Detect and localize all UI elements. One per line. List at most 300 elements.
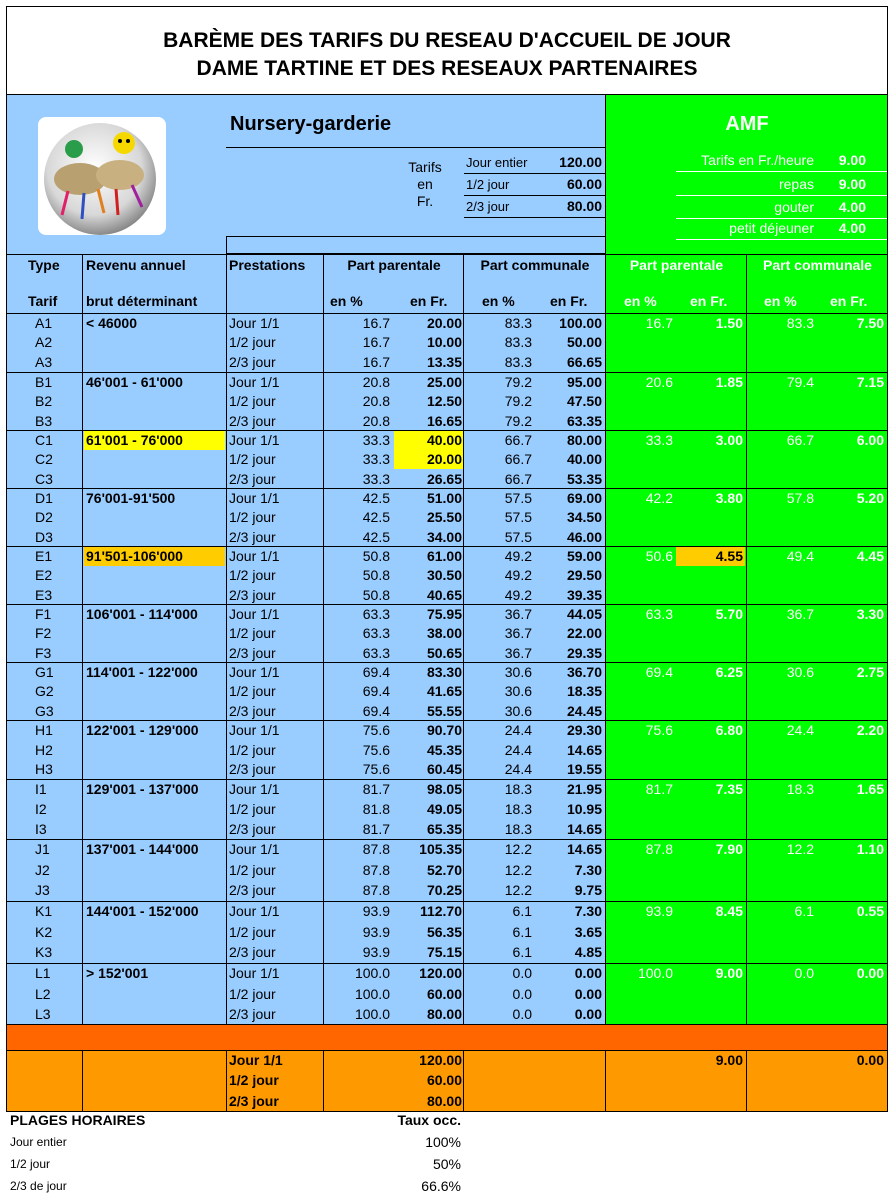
tarif-type: H3 <box>35 761 53 777</box>
amf-rate-label: petit déjeuner <box>729 220 814 236</box>
amf-rate-label: gouter <box>774 199 814 215</box>
communale-pct: 12.2 <box>504 882 532 898</box>
tarif-type: I3 <box>35 821 47 837</box>
summary-amf-parentale: 9.00 <box>715 1052 743 1068</box>
parentale-pct: 20.8 <box>362 374 390 390</box>
communale-fr: 34.50 <box>566 509 602 525</box>
amf-rate-label: repas <box>778 176 814 192</box>
tarif-type: J1 <box>35 841 50 857</box>
amf-communale-fr: 1.65 <box>856 781 884 797</box>
tarif-type: F3 <box>35 645 52 661</box>
group-divider <box>6 430 888 431</box>
income-bracket: 144'001 - 152'000 <box>86 903 199 919</box>
communale-pct: 6.1 <box>512 903 532 919</box>
parentale-pct: 81.8 <box>362 801 390 817</box>
parentale-fr: 16.65 <box>426 413 462 429</box>
summary-label: 2/3 jour <box>229 1093 279 1109</box>
tarif-type: L3 <box>35 1006 51 1022</box>
header-part-communale: Part communale <box>480 257 590 273</box>
group-divider <box>6 779 888 780</box>
page-title-line-2: DAME TARTINE ET DES RESEAUX PARTENAIRES <box>196 57 698 80</box>
communale-pct: 36.7 <box>504 606 532 622</box>
communale-fr: 50.00 <box>566 334 602 350</box>
communale-pct: 18.3 <box>504 801 532 817</box>
parentale-fr: 25.50 <box>426 509 462 525</box>
header-amf-part-communale: Part communale <box>763 257 872 273</box>
prestation: Jour 1/1 <box>229 841 280 857</box>
communale-pct: 66.7 <box>504 432 532 448</box>
amf-parentale-fr: 7.90 <box>715 841 743 857</box>
parentale-fr: 83.30 <box>426 664 462 680</box>
summary-label: Jour 1/1 <box>229 1052 283 1068</box>
prestation: Jour 1/1 <box>229 432 280 448</box>
communale-pct: 12.2 <box>504 841 532 857</box>
communale-pct: 36.7 <box>504 645 532 661</box>
header-top-line <box>6 254 888 255</box>
parentale-pct: 87.8 <box>362 841 390 857</box>
parentale-pct: 81.7 <box>362 781 390 797</box>
communale-fr: 18.35 <box>566 683 602 699</box>
prestation: 2/3 jour <box>229 761 276 777</box>
tarif-type: G2 <box>35 683 54 699</box>
amf-rate-value: 4.00 <box>838 220 866 236</box>
income-bracket: 129'001 - 137'000 <box>86 781 199 797</box>
amf-communale-pct: 36.7 <box>786 606 814 622</box>
communale-fr: 21.95 <box>566 781 602 797</box>
communale-fr: 29.35 <box>566 645 602 661</box>
header-amf-pp-pct: en % <box>624 293 657 309</box>
prestation: 1/2 jour <box>229 451 276 467</box>
communale-pct: 66.7 <box>504 451 532 467</box>
parentale-pct: 63.3 <box>362 606 390 622</box>
amf-communale-pct: 83.3 <box>786 315 814 331</box>
header-pc-fr: en Fr. <box>550 293 588 309</box>
separator-band <box>6 1024 888 1050</box>
parentale-fr: 25.00 <box>426 374 462 390</box>
prestation: 2/3 jour <box>229 645 276 661</box>
communale-fr: 29.30 <box>566 722 602 738</box>
tarif-type: F2 <box>35 625 52 641</box>
plage-label: 2/3 de jour <box>10 1179 67 1193</box>
parentale-fr: 34.00 <box>426 529 462 545</box>
summary-value: 60.00 <box>426 1072 462 1088</box>
income-bracket: > 152'001 <box>86 965 149 981</box>
tarif-type: C3 <box>35 471 53 487</box>
parentale-pct: 87.8 <box>362 882 390 898</box>
tarif-type: B2 <box>35 393 53 409</box>
prestation: Jour 1/1 <box>229 374 280 390</box>
amf-communale-fr: 0.55 <box>856 903 884 919</box>
parentale-fr: 65.35 <box>426 821 462 837</box>
communale-fr: 69.00 <box>566 490 602 506</box>
amf-rate-value: 9.00 <box>838 152 866 168</box>
parentale-pct: 69.4 <box>362 664 390 680</box>
parentale-pct: 50.8 <box>362 567 390 583</box>
right-border <box>887 6 888 1112</box>
amf-communale-pct: 49.4 <box>786 548 814 564</box>
parentale-pct: 100.0 <box>354 986 390 1002</box>
amf-communale-fr: 4.45 <box>856 548 884 564</box>
tarif-type: D1 <box>35 490 53 506</box>
parentale-pct: 33.3 <box>362 471 390 487</box>
communale-pct: 57.5 <box>504 490 532 506</box>
header-amf-pc-fr: en Fr. <box>830 293 868 309</box>
prestation: Jour 1/1 <box>229 965 280 981</box>
parentale-pct: 42.5 <box>362 529 390 545</box>
amf-parentale-pct: 69.4 <box>645 664 673 680</box>
income-bracket: 76'001-91'500 <box>86 490 176 506</box>
parentale-pct: 50.8 <box>362 587 390 603</box>
summary-top-line <box>6 1050 888 1051</box>
amf-parentale-fr: 8.45 <box>715 903 743 919</box>
communale-fr: 10.95 <box>566 801 602 817</box>
prestation: Jour 1/1 <box>229 548 280 564</box>
parentale-pct: 75.6 <box>362 742 390 758</box>
communale-pct: 83.3 <box>504 334 532 350</box>
group-divider <box>6 662 888 663</box>
amf-summary-column-divider <box>746 1050 747 1112</box>
nursery-amf-divider <box>605 95 606 1025</box>
amf-rate-underline <box>676 171 888 172</box>
amf-parentale-pct: 63.3 <box>645 606 673 622</box>
communale-pct: 12.2 <box>504 862 532 878</box>
left-border <box>6 6 7 1112</box>
header-amf-pc-pct: en % <box>764 293 797 309</box>
logo-illustration-icon <box>38 117 166 235</box>
header-pc-pct: en % <box>482 293 515 309</box>
prestation: 2/3 jour <box>229 354 276 370</box>
group-divider <box>6 901 888 902</box>
plages-taux-label: Taux occ. <box>397 1112 461 1128</box>
prestation: 2/3 jour <box>229 471 276 487</box>
prestation: 1/2 jour <box>229 924 276 940</box>
nursery-rate-underline <box>464 173 606 174</box>
parentale-fr: 12.50 <box>426 393 462 409</box>
communale-pct: 49.2 <box>504 548 532 564</box>
parentale-fr: 120.00 <box>419 965 462 981</box>
amf-communale-pct: 0.0 <box>794 965 814 981</box>
communale-fr: 19.55 <box>566 761 602 777</box>
parentale-fr: 51.00 <box>426 490 462 506</box>
communale-fr: 0.00 <box>574 1006 602 1022</box>
parentale-fr: 55.55 <box>426 703 462 719</box>
amf-communale-pct: 18.3 <box>786 781 814 797</box>
parentale-fr: 20.00 <box>394 450 463 469</box>
tarif-type: H2 <box>35 742 53 758</box>
parentale-pct: 100.0 <box>354 1006 390 1022</box>
parentale-fr: 49.05 <box>426 801 462 817</box>
prestation: 2/3 jour <box>229 413 276 429</box>
amf-parentale-pct: 33.3 <box>645 432 673 448</box>
tarif-type: A2 <box>35 334 53 350</box>
amf-parentale-pct: 93.9 <box>645 903 673 919</box>
tarif-type: J2 <box>35 862 50 878</box>
prestation: 2/3 jour <box>229 944 276 960</box>
communale-pct: 0.0 <box>512 986 532 1002</box>
amf-rate-underline <box>676 195 888 196</box>
parentale-pct: 81.7 <box>362 821 390 837</box>
tarif-type: F1 <box>35 606 52 622</box>
communale-fr: 14.65 <box>566 742 602 758</box>
communale-fr: 53.35 <box>566 471 602 487</box>
parentale-pct: 93.9 <box>362 944 390 960</box>
tarif-type: A3 <box>35 354 53 370</box>
amf-rate-value: 9.00 <box>838 176 866 192</box>
plages-title: PLAGES HORAIRES <box>10 1112 146 1128</box>
summary-amf-divider <box>605 1050 606 1112</box>
prestation: 1/2 jour <box>229 986 276 1002</box>
communale-fr: 7.30 <box>574 903 602 919</box>
parentale-fr: 40.65 <box>426 587 462 603</box>
amf-communale-pct: 57.8 <box>786 490 814 506</box>
income-bracket: 122'001 - 129'000 <box>86 722 199 738</box>
income-bracket: 106'001 - 114'000 <box>86 606 198 622</box>
table-bottom-line <box>6 1024 888 1025</box>
parentale-fr: 105.35 <box>419 841 462 857</box>
prestation: 1/2 jour <box>229 683 276 699</box>
amf-communale-pct: 24.4 <box>786 722 814 738</box>
communale-pct: 49.2 <box>504 567 532 583</box>
communale-pct: 30.6 <box>504 664 532 680</box>
communale-pct: 0.0 <box>512 965 532 981</box>
tarif-type: L2 <box>35 986 51 1002</box>
tarif-type: A1 <box>35 315 53 331</box>
tarif-type: E2 <box>35 567 53 583</box>
parentale-pct: 16.7 <box>362 354 390 370</box>
communale-pct: 83.3 <box>504 354 532 370</box>
tarif-type: D2 <box>35 509 53 525</box>
amf-communale-pct: 79.4 <box>786 374 814 390</box>
prestation: 1/2 jour <box>229 862 276 878</box>
parentale-fr: 26.65 <box>426 471 462 487</box>
amf-parentale-pct: 20.6 <box>645 374 673 390</box>
amf-communale-pct: 12.2 <box>786 841 814 857</box>
plage-label: 1/2 jour <box>10 1157 51 1171</box>
communale-pct: 6.1 <box>512 924 532 940</box>
prestation: 2/3 jour <box>229 1006 276 1022</box>
parentale-pct: 33.3 <box>362 451 390 467</box>
tarif-type: I2 <box>35 801 47 817</box>
header-revenu-2: brut déterminant <box>86 293 198 309</box>
parentale-fr: 60.00 <box>426 986 462 1002</box>
tarif-type: E1 <box>35 548 53 564</box>
parentale-pct: 69.4 <box>362 703 390 719</box>
communale-fr: 59.00 <box>566 548 602 564</box>
amf-parentale-fr: 3.80 <box>715 490 743 506</box>
plage-value: 66.6% <box>421 1178 461 1194</box>
communale-pct: 0.0 <box>512 1006 532 1022</box>
prestation: 2/3 jour <box>229 821 276 837</box>
parentale-pct: 69.4 <box>362 683 390 699</box>
amf-communale-fr: 2.20 <box>856 722 884 738</box>
income-bracket: 46'001 - 61'000 <box>86 374 183 390</box>
communale-fr: 14.65 <box>566 821 602 837</box>
nursery-heading-underline <box>226 147 606 148</box>
amf-rate-underline <box>676 239 888 240</box>
communale-fr: 47.50 <box>566 393 602 409</box>
parentale-pct: 16.7 <box>362 315 390 331</box>
header-amf-pp-fr: en Fr. <box>690 293 728 309</box>
parentale-pct: 20.8 <box>362 393 390 409</box>
communale-fr: 100.00 <box>559 315 602 331</box>
tarif-type: G1 <box>35 664 54 680</box>
amf-parentale-fr: 1.85 <box>715 374 743 390</box>
parentale-fr: 75.15 <box>426 944 462 960</box>
amf-parentale-pct: 75.6 <box>645 722 673 738</box>
tarif-type: J3 <box>35 882 50 898</box>
prestation: Jour 1/1 <box>229 606 280 622</box>
summary-column-divider <box>82 1050 83 1112</box>
prestation: 2/3 jour <box>229 529 276 545</box>
prestation: 1/2 jour <box>229 334 276 350</box>
prestation: Jour 1/1 <box>229 903 280 919</box>
tarif-type: B1 <box>35 374 53 390</box>
parentale-fr: 45.35 <box>426 742 462 758</box>
parentale-pct: 63.3 <box>362 625 390 641</box>
amf-parentale-fr: 6.25 <box>715 664 743 680</box>
summary-column-divider <box>226 1050 227 1112</box>
group-divider <box>6 488 888 489</box>
communale-pct: 24.4 <box>504 742 532 758</box>
column-divider <box>82 254 83 1025</box>
parentale-pct: 42.5 <box>362 490 390 506</box>
parentale-fr: 90.70 <box>426 722 462 738</box>
communale-fr: 14.65 <box>566 841 602 857</box>
parentale-fr: 13.35 <box>426 354 462 370</box>
prestation: 1/2 jour <box>229 567 276 583</box>
parentale-pct: 93.9 <box>362 903 390 919</box>
parentale-pct: 75.6 <box>362 722 390 738</box>
prestation: Jour 1/1 <box>229 781 280 797</box>
nursery-rate-label: 2/3 jour <box>466 199 510 214</box>
prestation: 2/3 jour <box>229 587 276 603</box>
tarifs-label-3: Fr. <box>416 193 434 209</box>
communale-fr: 66.65 <box>566 354 602 370</box>
amf-rate-label: Tarifs en Fr./heure <box>701 152 814 168</box>
income-bracket: 114'001 - 122'000 <box>86 664 198 680</box>
communale-pct: 30.6 <box>504 703 532 719</box>
parentale-fr: 98.05 <box>426 781 462 797</box>
prestation: Jour 1/1 <box>229 722 280 738</box>
parentale-fr: 80.00 <box>426 1006 462 1022</box>
income-bracket: 137'001 - 144'000 <box>86 841 199 857</box>
communale-pct: 18.3 <box>504 781 532 797</box>
amf-heading: AMF <box>725 113 769 135</box>
parentale-fr: 20.00 <box>426 315 462 331</box>
income-bracket: < 46000 <box>86 315 137 331</box>
tarif-type: I1 <box>35 781 47 797</box>
header-type: Type <box>28 257 60 273</box>
communale-pct: 79.2 <box>504 374 532 390</box>
title-box <box>6 6 888 94</box>
column-divider <box>323 254 324 1025</box>
tarif-type: K2 <box>35 924 53 940</box>
prestation: 2/3 jour <box>229 882 276 898</box>
parentale-fr: 38.00 <box>426 625 462 641</box>
amf-parentale-fr: 7.35 <box>715 781 743 797</box>
nursery-rate-label: 1/2 jour <box>466 177 510 192</box>
nursery-rate-label: Jour entier <box>466 155 528 170</box>
summary-value: 80.00 <box>426 1093 462 1109</box>
communale-pct: 57.5 <box>504 529 532 545</box>
group-divider <box>6 546 888 547</box>
communale-pct: 24.4 <box>504 722 532 738</box>
parentale-fr: 70.25 <box>426 882 462 898</box>
communale-pct: 36.7 <box>504 625 532 641</box>
amf-communale-fr: 6.00 <box>856 432 884 448</box>
parentale-pct: 75.6 <box>362 761 390 777</box>
tarifs-label-2: en <box>417 176 433 192</box>
amf-communale-fr: 2.75 <box>856 664 884 680</box>
amf-parentale-pct: 42.2 <box>645 490 673 506</box>
prestation: 2/3 jour <box>229 703 276 719</box>
tarif-type: E3 <box>35 587 53 603</box>
summary-label: 1/2 jour <box>229 1072 279 1088</box>
prestation: 1/2 jour <box>229 742 276 758</box>
group-divider <box>6 963 888 964</box>
communale-fr: 44.05 <box>566 606 602 622</box>
parentale-pct: 16.7 <box>362 334 390 350</box>
header-part-parentale: Part parentale <box>347 257 441 273</box>
tarif-type: C2 <box>35 451 53 467</box>
amf-parentale-fr: 4.55 <box>676 547 745 566</box>
parentale-pct: 100.0 <box>354 965 390 981</box>
header-tarif: Tarif <box>28 293 58 309</box>
tarif-type: G3 <box>35 703 54 719</box>
amf-parentale-pct: 50.6 <box>645 548 673 564</box>
group-divider <box>6 604 888 605</box>
communale-fr: 4.85 <box>574 944 602 960</box>
header-revenu: Revenu annuel <box>86 257 186 273</box>
group-divider <box>6 372 888 373</box>
parentale-fr: 112.70 <box>419 903 462 919</box>
parentale-fr: 60.45 <box>426 761 462 777</box>
communale-pct: 18.3 <box>504 821 532 837</box>
tarif-type: B3 <box>35 413 53 429</box>
amf-column-divider <box>746 254 747 1025</box>
parentale-fr: 56.35 <box>426 924 462 940</box>
prestation: Jour 1/1 <box>229 315 280 331</box>
communale-fr: 3.65 <box>574 924 602 940</box>
tarif-type: D3 <box>35 529 53 545</box>
amf-parentale-pct: 87.8 <box>645 841 673 857</box>
amf-communale-fr: 0.00 <box>856 965 884 981</box>
nursery-rate-value: 60.00 <box>566 176 602 192</box>
group-divider <box>6 313 888 314</box>
parentale-fr: 41.65 <box>426 683 462 699</box>
tarif-type: C1 <box>35 432 53 448</box>
communale-pct: 79.2 <box>504 413 532 429</box>
amf-communale-fr: 5.20 <box>856 490 884 506</box>
parentale-fr: 40.00 <box>394 431 463 450</box>
summary-bottom-line <box>6 1111 888 1112</box>
communale-fr: 39.35 <box>566 587 602 603</box>
tarif-type: K1 <box>35 903 53 919</box>
amf-parentale-fr: 1.50 <box>715 315 743 331</box>
header-prestations: Prestations <box>229 257 306 273</box>
group-divider <box>6 839 888 840</box>
summary-value: 120.00 <box>419 1052 462 1068</box>
communale-pct: 57.5 <box>504 509 532 525</box>
header-pp-fr: en Fr. <box>410 293 448 309</box>
summary-amf-communale: 0.00 <box>856 1052 884 1068</box>
communale-fr: 95.00 <box>566 374 602 390</box>
column-divider <box>463 254 464 1025</box>
nursery-blank-row <box>226 236 606 254</box>
communale-fr: 0.00 <box>574 986 602 1002</box>
header-amf-part-parentale: Part parentale <box>629 257 724 273</box>
communale-pct: 66.7 <box>504 471 532 487</box>
